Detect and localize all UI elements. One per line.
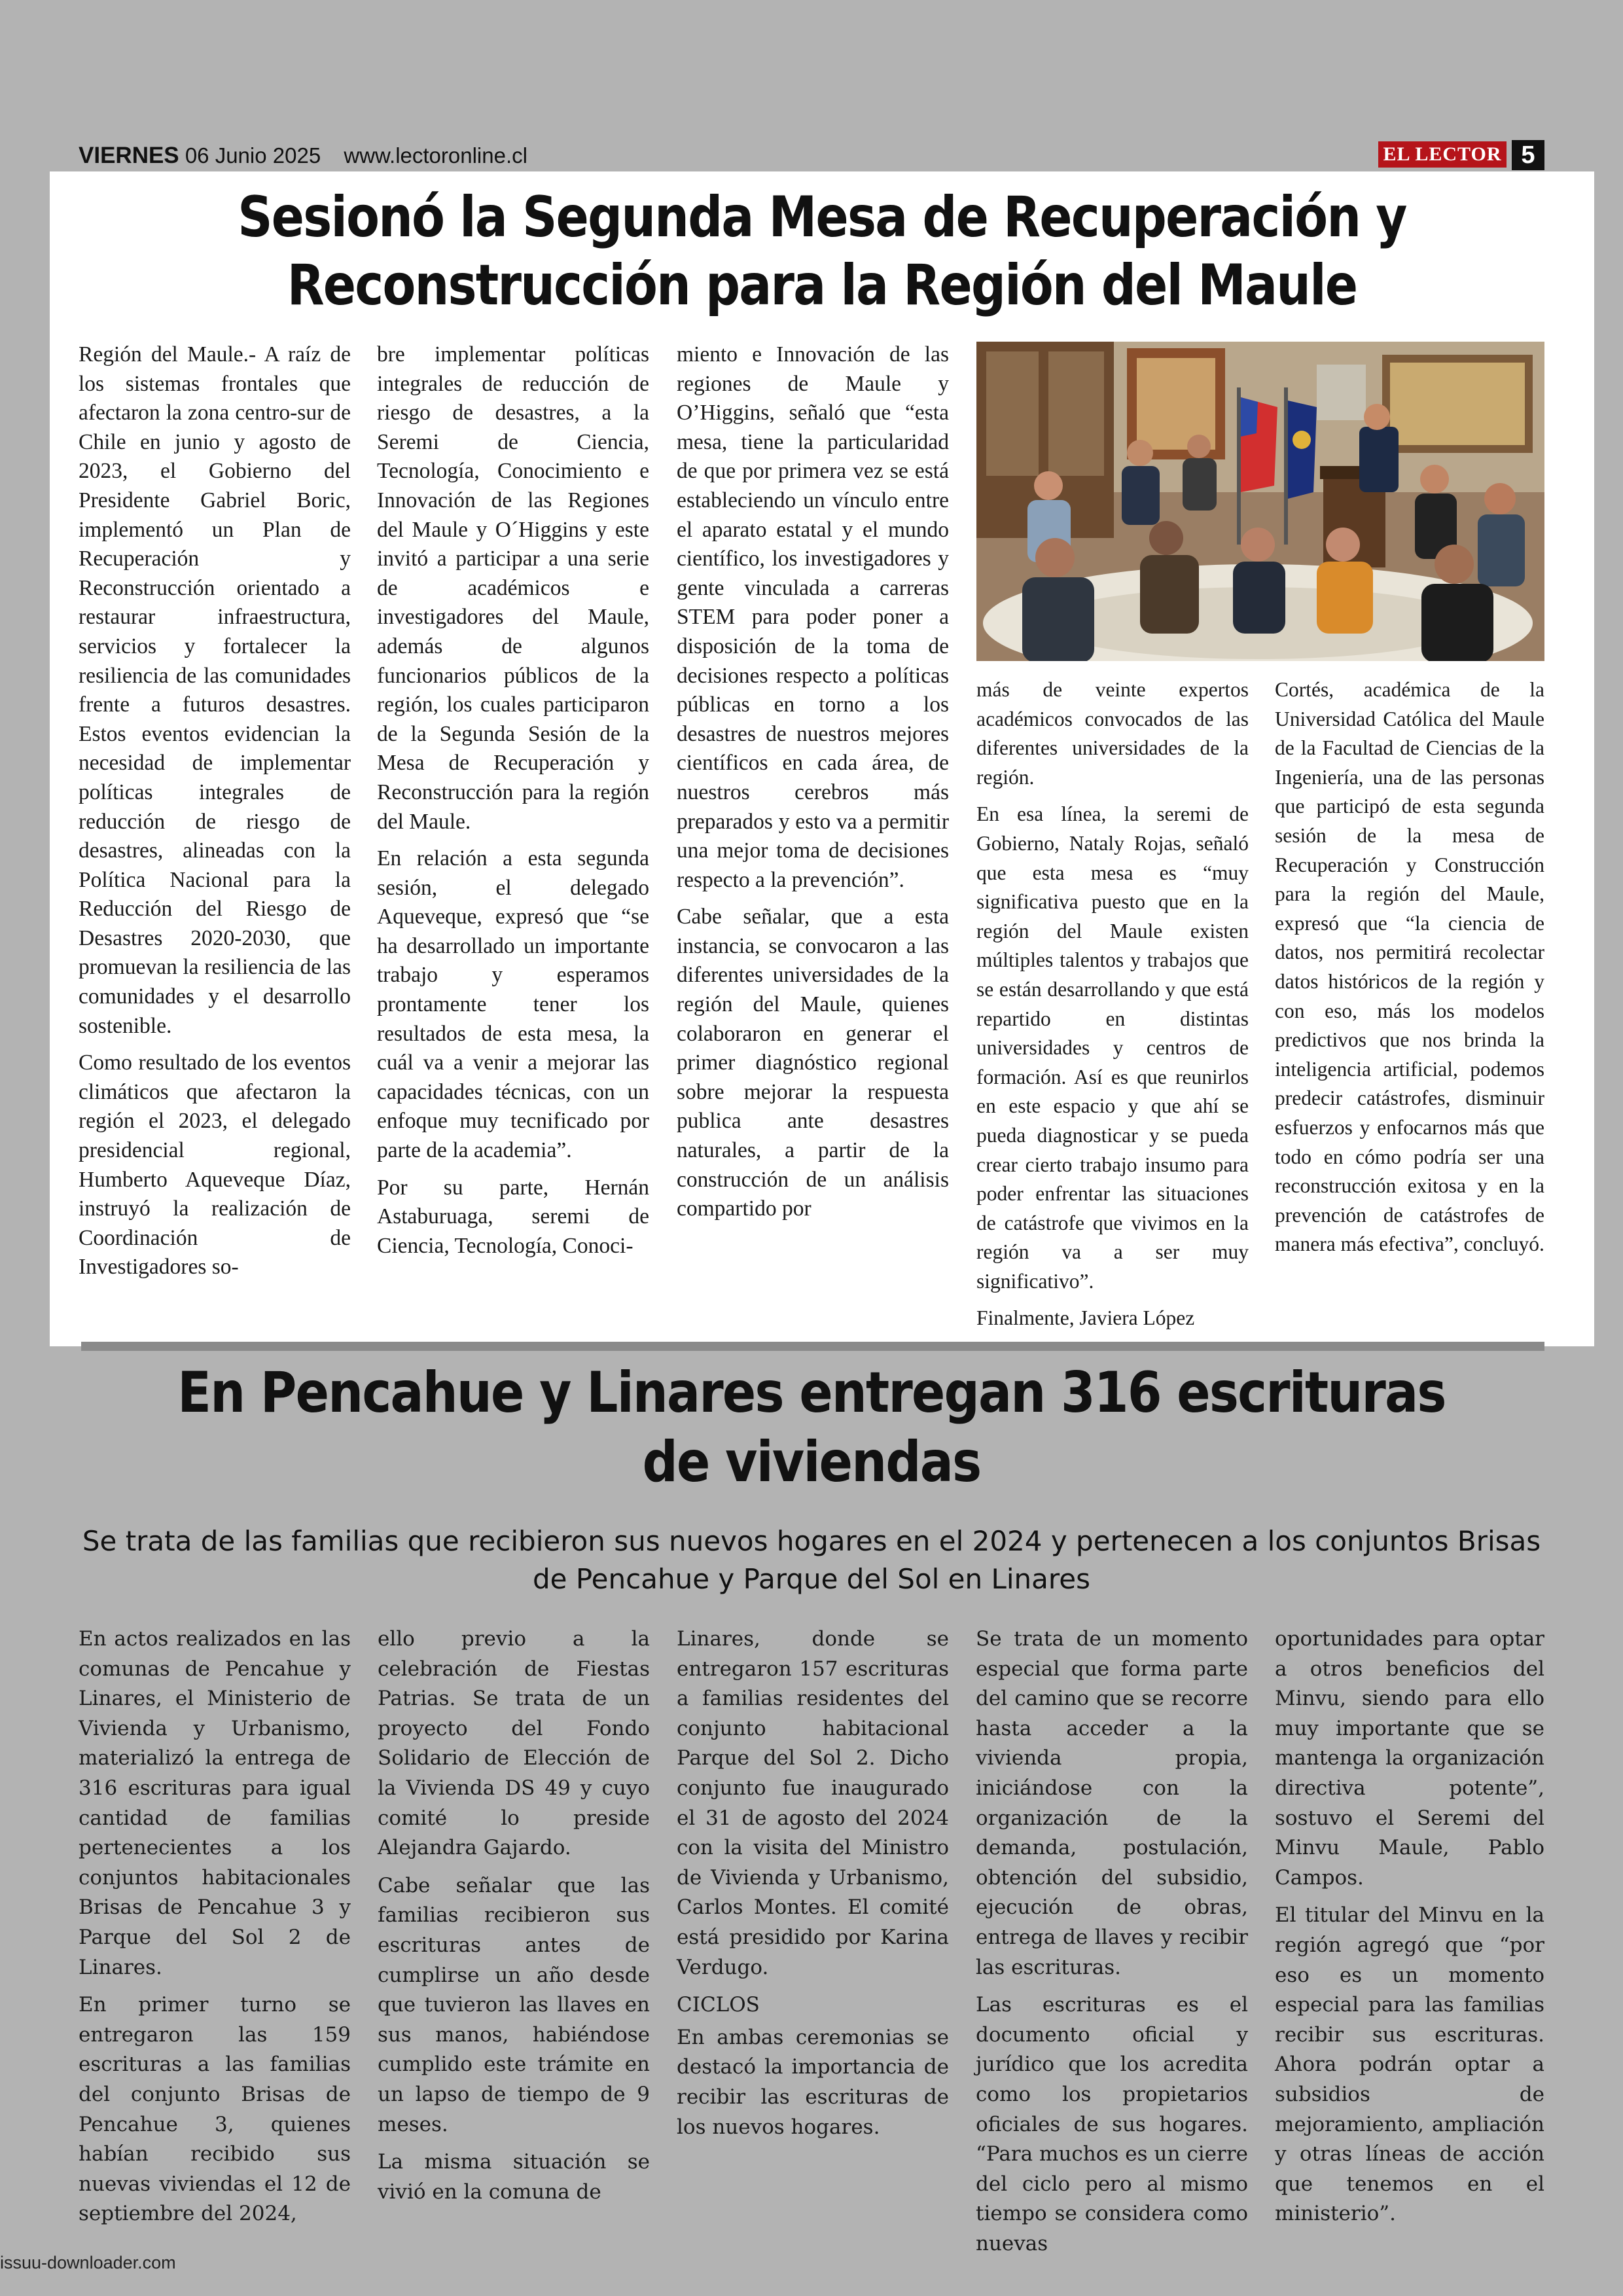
article2-col2-p1: ello previo a la celebración de Fiestas Patrias. Se trata de un proyecto del Fondo Solidario de Elección de la Vivienda DS 49 y cuyo comité lo preside Alejandra Gajardo. xyxy=(378,1627,650,1860)
article2-col5-p2: El titular del Minvu en la región agregó que “por eso es un momento especial para las familias recibir sus escrituras. Ahora podrán optar a subsidios de mejoramiento, ampliación y otras líneas de acción que tenemos en el ministerio”. xyxy=(1275,1903,1544,2226)
header-website: www.lectoronline.cl xyxy=(344,143,527,168)
article2-column-5 xyxy=(1275,1624,1544,2237)
article2-headline-line2: de viviendas xyxy=(642,1429,981,1495)
article2-subheadline xyxy=(79,1522,1544,1598)
article1-col1-p1: Región del Maule.- A raíz de los sistemas frontales que afectaron la zona centro-sur de Chile en junio y agosto de 2023, el Gobierno del Presidente Gabriel Boric, implementó un Plan de Recuperación y Reconstrucción orientado a restaurar infraestructura, servicios y fortalecer la resiliencia de las comunidades frente a futuros desastres. Estos eventos evidencian la necesidad de implementar políticas integrales de reducción de riesgo de desastres, alineadas con la Política Nacional para la Reducción del Riesgo de Desastres 2020-2030, que promuevan la resiliencia de las comunidades y el desarrollo sostenible. xyxy=(79,342,351,1038)
article1-col3-p2: Cabe señalar, que a esta instancia, se convocaron a las diferentes universidades de la región del Maule, quienes colaboraron en generar el primer diagnóstico regional sobre mejorar la respuesta publica ante desastres naturales, a partir de la construcción de un análisis compartido por xyxy=(677,905,949,1221)
article1-col3-p1: miento e Innovación de las regiones de Maule y O’Higgins, señaló que “esta mesa, tiene la particularidad de que por primera vez se está estableciendo un vínculo entre el aparato estatal y el mundo científico, los investigadores y gente vinculada a carreras STEM para poder poner a disposición de la toma de decisiones respecto a políticas públicas en torno a los desastres de nuestros mejores científicos en cada área, de nuestros cerebros más preparados y esto va a permitir una mejor toma de decisiones respecto a la prevención”. xyxy=(677,342,949,892)
article1-col5-p1: Cortés, académica de la Universidad Católica del Maule de la Facultad de Ciencias de la Ingeniería, una de las personas que participó de esta segunda sesión de la mesa de Recuperación y Construcción para la región del Maule, expresó que “la ciencia de datos, nos permitirá recolectar datos históricos de la región y con eso, más los modelos predictivos que nos brinda la inteligencia artificial, podemos predecir catástrofes, disminuir esfuerzos y enfocarnos más que todo en cómo podría ser una reconstrucción exitosa y en la prevención de catástrofes de manera más efectiva”, concluyó. xyxy=(1275,678,1544,1256)
article1-col1-p2: Como resultado de los eventos climáticos que afectaron la región el 2023, el delegado presidencial regional, Humberto Aqueveque Díaz, instruyó la realización de Coordinación de Investigadores so- xyxy=(79,1050,351,1280)
article2-column-2 xyxy=(378,1624,650,2215)
article1-column-4 xyxy=(976,675,1249,1341)
page-header xyxy=(79,139,1544,171)
article2-col4-p1: Se trata de un momento especial que forma parte del camino que se recorre hasta acceder a la vivienda propia, iniciándose con la organización de la demanda, postulación, obtención del subsidio, ejecución de obras, entrega de llaves y recibir las escrituras. xyxy=(976,1627,1248,1979)
watermark-text: issuu-downloader.com xyxy=(0,2253,176,2272)
article2-subheadline-line2: de Pencahue y Parque del Sol en Linares xyxy=(533,1563,1090,1595)
article2-col5-p1: oportunidades para optar a otros beneficios del Minvu, siendo para ello muy importante que se mantenga la organización directiva potente”, sostuvo el Seremi del Minvu Maule, Pablo Campos. xyxy=(1275,1627,1544,1890)
article-mesa-recuperacion xyxy=(50,171,1594,1346)
article2-col2-p2: Cabe señalar que las familias recibieron sus escrituras antes de cumplirse un año desde que tuvieron las llaves en sus manos, habiéndose cumplido este trámite en un lapso de tiempo de 9 meses. xyxy=(378,1873,650,2136)
article1-col4-p1: más de veinte expertos académicos convocados de las diferentes universidades de la región. xyxy=(976,678,1249,789)
header-dateline xyxy=(79,143,527,169)
article2-col1-p1: En actos realizados en las comunas de Pencahue y Linares, el Ministerio de Vivienda y Urbanismo, materializó la entrega de 316 escrituras para igual cantidad de familias pertenecientes a los conjuntos habitacionales Brisas de Pencahue 3 y Parque del Sol 2 de Linares. xyxy=(79,1627,351,1979)
article2-headline-line1: En Pencahue y Linares entregan 316 escrituras xyxy=(177,1360,1446,1426)
article1-col2-p1: bre implementar políticas integrales de reducción de riesgo de desastres, a la Seremi de Ciencia, Tecnología, Conocimiento e Innovación de las Regiones del Maule y O´Higgins y este invitó a participar a una serie de académicos e investigadores del Maule, además de algunos funcionarios públicos de la región, los cuales participaron de la Segunda Sesión de la Mesa de Recuperación y Reconstrucción para la región del Maule. xyxy=(377,342,649,834)
article1-col2-p2: En relación a esta segunda sesión, el delegado Aqueveque, expresó que “se ha desarrollado un importante trabajo y esperamos prontamente tener los resultados de esta mesa, la cuál va a venir a mejorar las capacidades técnicas, con un enfoque muy tecnificado por parte de la academia”. xyxy=(377,846,649,1163)
article1-col4-p3: Finalmente, Javiera López xyxy=(976,1306,1195,1330)
page-number: 5 xyxy=(1512,140,1544,170)
header-date: 06 Junio 2025 xyxy=(185,143,321,168)
article1-col2-p3: Por su parte, Hernán Astaburuaga, seremi de Ciencia, Tecnología, Conoci- xyxy=(377,1175,649,1258)
article2-subheadline-line1: Se trata de las familias que recibieron sus nuevos hogares en el 2024 y pertenecen a los conjuntos Brisas xyxy=(82,1525,1541,1557)
section-divider xyxy=(81,1342,1544,1351)
article2-col3-subhead: CICLOS xyxy=(677,1993,760,2017)
article1-column-1 xyxy=(79,340,351,1290)
article2-col1-p2: En primer turno se entregaron las 159 escrituras a las familias del conjunto Brisas de Pencahue 3, quienes habían recibido sus nuevas viviendas el 12 de septiembre del 2024, xyxy=(79,1993,351,2226)
article1-column-5 xyxy=(1275,675,1544,1267)
article2-column-3 xyxy=(677,1624,949,2150)
article1-column-3 xyxy=(677,340,949,1232)
article2-column-1 xyxy=(79,1624,351,2237)
article1-headline-line2: Reconstrucción para la Región del Maule xyxy=(287,253,1357,318)
article1-col4-p2: En esa línea, la seremi de Gobierno, Nataly Rojas, señaló que esta mesa es “muy significativa puesto que en la región del Maule existen múltiples talentos y trabajos que se están desarrollando y que está repartido en distintas universidades y centros de formación. Así es que reunirlos en este espacio y que ahí se pueda diagnosticar y se pueda crear cierto trabajo insumo para poder enfrentar las situaciones de catástrofe que vivimos en la región va a ser muy significativo”. xyxy=(976,802,1249,1293)
article2-column-4 xyxy=(976,1624,1248,2267)
article1-headline xyxy=(158,183,1486,319)
article1-column-2 xyxy=(377,340,649,1268)
article1-photo-meeting xyxy=(976,342,1544,661)
article2-col2-p3: La misma situación se vivió en la comuna de xyxy=(378,2150,650,2204)
article2-headline xyxy=(166,1358,1456,1497)
article2-col3-p2: En ambas ceremonias se destacó la importancia de recibir las escrituras de los nuevos hogares. xyxy=(677,2025,949,2139)
article2-col4-p2: Las escrituras es el documento oficial y jurídico que los acredita como los propietarios oficiales de sus hogares. “Para muchos es un cierre del ciclo pero al mismo tiempo se considera como nuevas xyxy=(976,1993,1248,2255)
article1-headline-line1: Sesionó la Segunda Mesa de Recuperación y xyxy=(238,185,1406,250)
article2-col3-p1: Linares, donde se entregaron 157 escrituras a familias residentes del conjunto habitacional Parque del Sol 2. Dicho conjunto fue inaugurado el 31 de agosto del 2024 con la visita del Ministro de Vivienda y Urbanismo, Carlos Montes. El comité está presidido por Karina Verdugo. xyxy=(677,1627,949,1979)
newspaper-logo: EL LECTOR xyxy=(1378,141,1507,168)
header-day: VIERNES xyxy=(79,143,179,168)
